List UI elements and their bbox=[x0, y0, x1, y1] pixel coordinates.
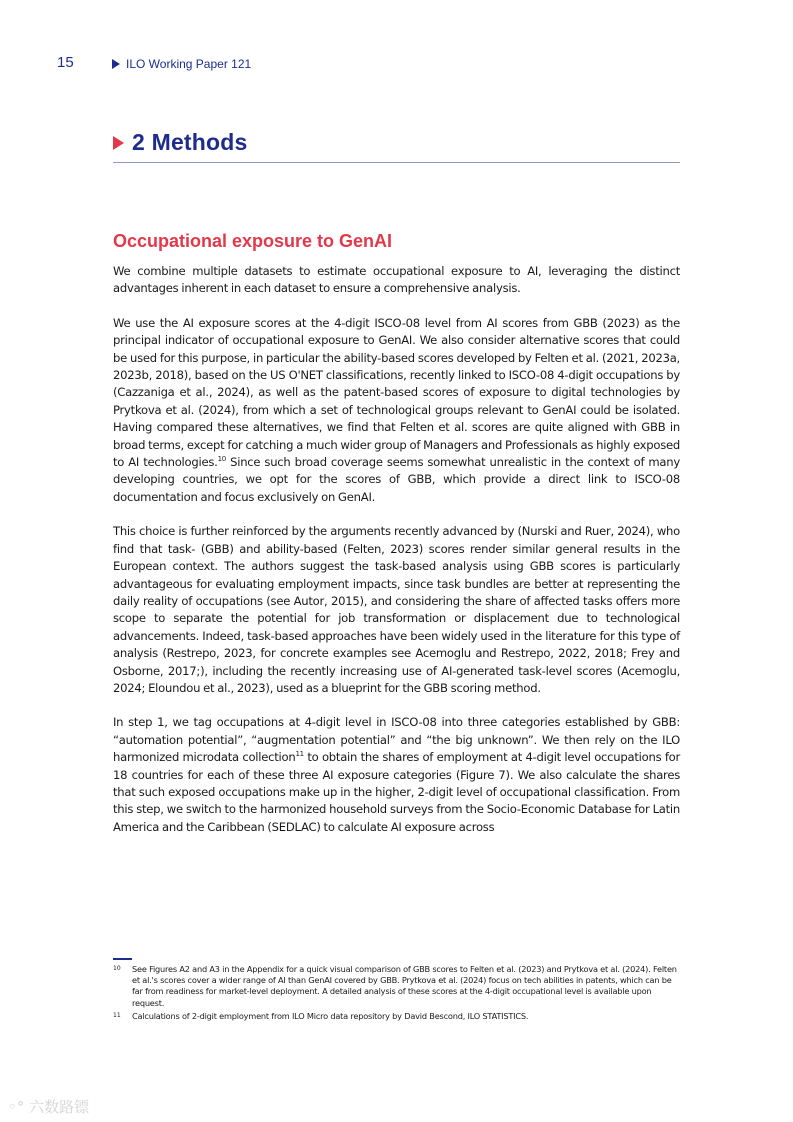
footnote bbox=[113, 964, 680, 1009]
series-title: ILO Working Paper 121 bbox=[126, 57, 252, 71]
paragraph: This choice is further reinforced by the arguments recently advanced by (Nurski and Ruer, 2024), who find that task- (GBB) and ability-based (Felten, 2023) scores render similar general results in the European context. The authors suggest the task-based analysis using GBB scores is particularly advantageous for evaluating employment impacts, since task bundles are better at representing the daily reality of occupations (see Autor, 2015), and considering the share of affected tasks offers more scope to separate the potential for job transformation or displacement due to technological advancements. Indeed, task-based approaches have been widely used in the literature for this type of analysis (Restrepo, 2023, for concrete examples see Acemoglu and Restrepo, 2022, 2018; Frey and Osborne, 2017;), including the recently increasing use of AI-generated task-level scores (Acemoglu, 2024; Eloundou et al., 2023), used as a blueprint for the GBB scoring method. bbox=[113, 524, 680, 695]
watermark-text: 六数路镖 bbox=[29, 1098, 90, 1116]
page-number: 15 bbox=[57, 54, 74, 71]
paragraph: In step 1, we tag occupations at 4-digit level in ISCO-08 into three categories established by GBB: “automation potential”, “augmentation potential” and “the big unknown”. We then rely on the ILO harmonized microdata collection$^{11}$ to obtain the shares of employment at 4-digit level occupations for 18 countries for each of these three AI exposure categories (Figure 7). We also calculate the shares that such exposed occupations make up in the higher, 2-digit level of occupational classification. From this step, we switch to the harmonized household surveys from the Socio-Economic Database for Latin America and the Caribbean (SEDLAC) to calculate AI exposure across bbox=[113, 715, 681, 834]
footnote bbox=[113, 1011, 680, 1022]
footnotes bbox=[113, 964, 680, 1024]
section-triangle-icon bbox=[113, 136, 124, 150]
watermark-logo bbox=[8, 1096, 89, 1117]
footnote-number: 10 bbox=[113, 965, 121, 972]
footnote-ref[interactable]: 10 bbox=[217, 455, 226, 464]
section-heading bbox=[113, 129, 680, 156]
subsection-title: Occupational exposure to GenAI bbox=[113, 231, 393, 251]
footnote-number: 11 bbox=[113, 1011, 121, 1019]
paragraph: We use the AI exposure scores at the 4-digit ISCO-08 level from AI scores from GBB (2023) as the principal indicator of occupational exposure to GenAI. We also consider alternative scores that could be used for this purpose, in particular the ability-based scores developed by Felten et al. (2021, 2023a, 2023b, 2018), based on the US O'NET classifications, recently linked to ISCO-08 4-digit occupations by (Cazzaniga et al., 2024), as well as the patent-based scores of exposure to digital technologies by Prytkova et al. (2024), from which a set of technological groups relevant to GenAI could be isolated. Having compared these alternatives, we find that Felten et al. scores are quite aligned with GBB in broad terms, except for catching a much wider group of Managers and Professionals as highly exposed to AI technologies.$^{10}$ Since such broad coverage seems somewhat unrealistic in the context of many developing countries, we opt for the scores of GBB, which provide a direct link to ISCO-08 documentation and focus exclusively on GenAI. bbox=[113, 315, 680, 504]
watermark-icon: ◦° bbox=[8, 1098, 25, 1116]
footnote-divider bbox=[113, 958, 132, 960]
series-label-wrap bbox=[112, 57, 251, 71]
section-divider bbox=[113, 162, 680, 163]
paragraph: We combine multiple datasets to estimate occupational exposure to AI, leveraging the distinct advantages inherent in each dataset to ensure a comprehensive analysis. bbox=[113, 264, 680, 296]
body-text bbox=[113, 263, 680, 853]
footnote-text: Calculations of 2-digit employment from ILO Micro data repository by David Bescond, ILO STATISTICS. bbox=[132, 1010, 529, 1021]
triangle-bullet-icon bbox=[112, 59, 120, 69]
section-title: 2 Methods bbox=[132, 129, 248, 155]
footnote-ref[interactable]: 11 bbox=[295, 750, 304, 759]
footnote-text: See Figures A2 and A3 in the Appendix for a quick visual comparison of GBB scores to Felten et al. (2023) and Prytkova et al. (2024). Felten et al.'s scores cover a wider range of AI than GenAI covered by GBB. Prytkova et al. (2024) focus on tech abilities in patents, which can be far from readiness for market-level deployment. A detailed analysis of these scores at the 4-digit occupational level is available upon request. bbox=[132, 964, 677, 1008]
